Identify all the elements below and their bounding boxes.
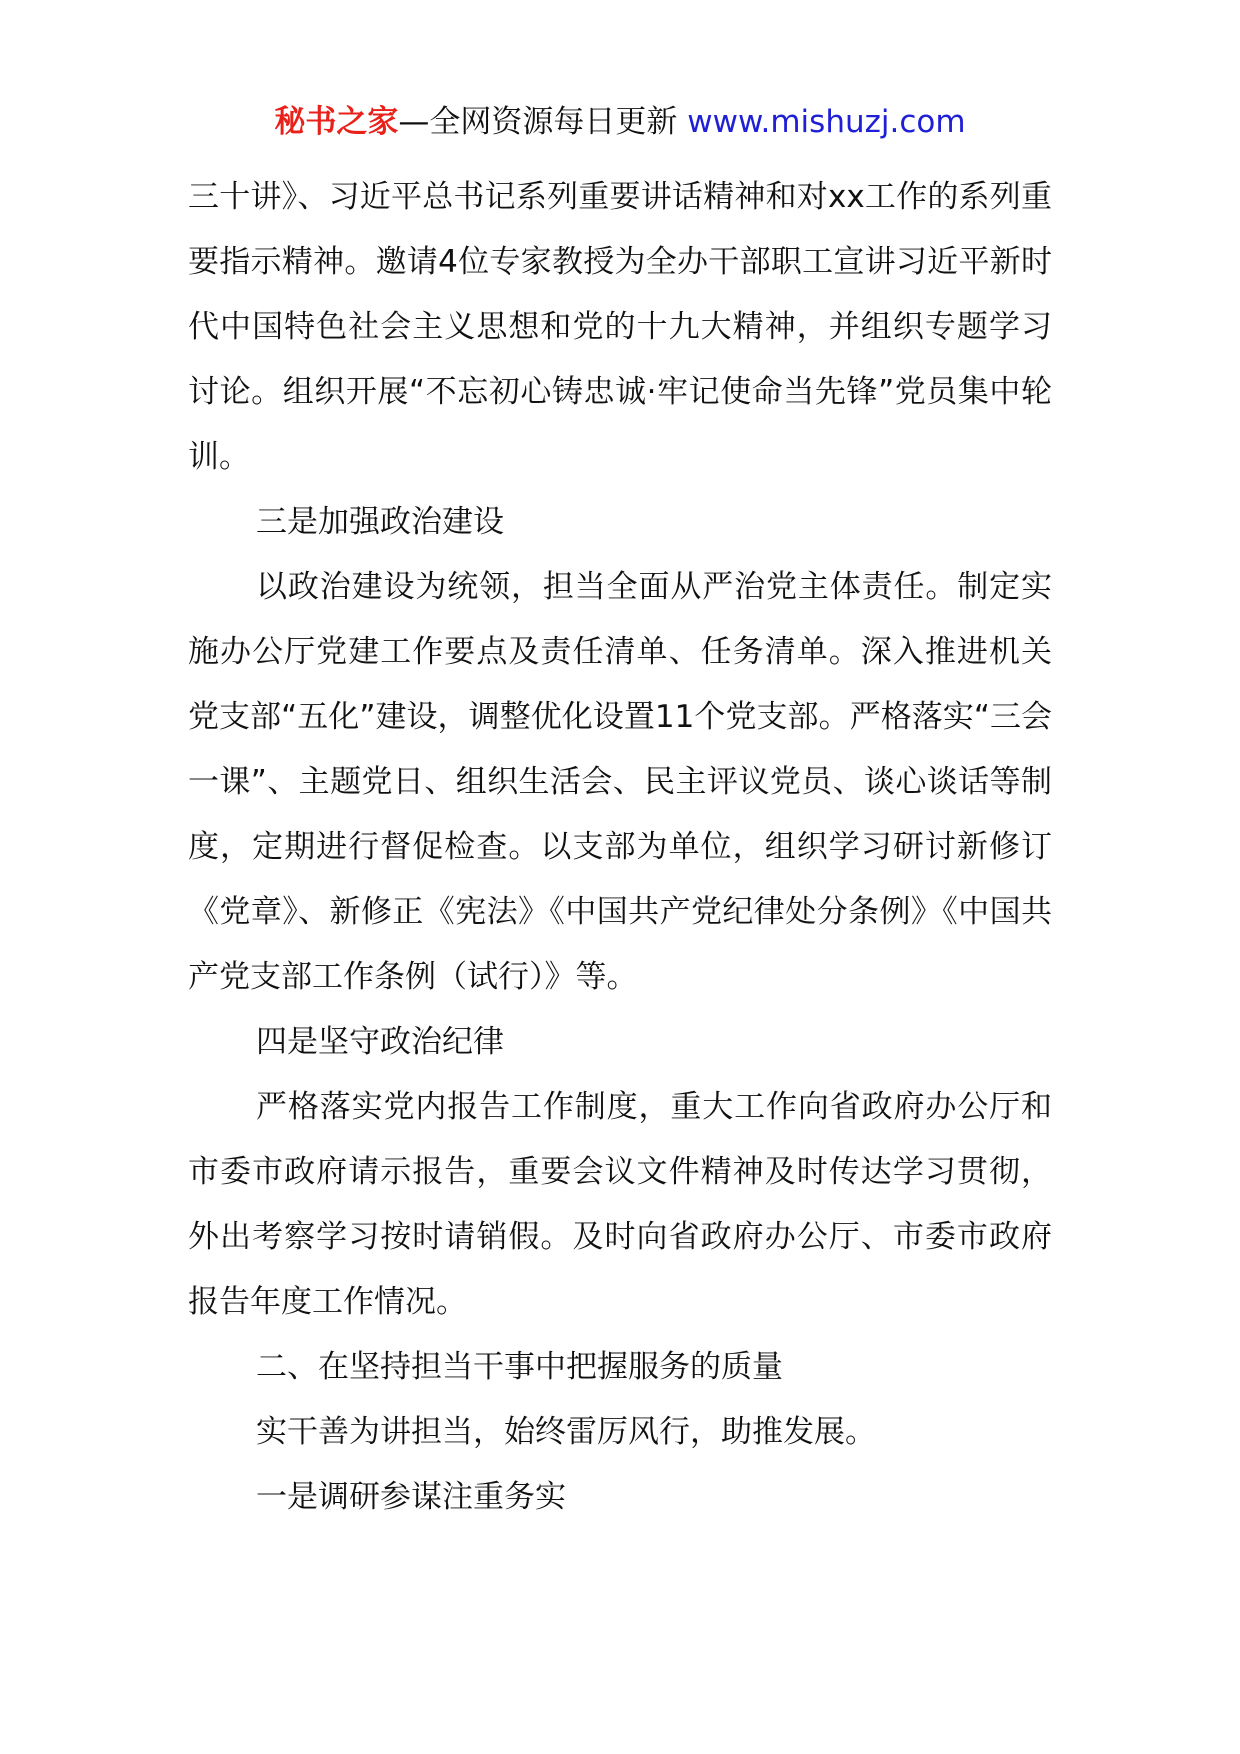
section-heading-political-building: 三是加强政治建设 [256, 504, 504, 540]
section-heading-research: 一是调研参谋注重务实 [256, 1479, 566, 1515]
paragraph-continuation: 三十讲》、习近平总书记系列重要讲话精神和对xx工作的系列重要指示精神。邀请4位专家教授为全办干部职工宣讲习近平新时代中国特色社会主义思想和党的十九大精神，并组织专题学习讨论。组织开展“不忘初心铸忠诚·牢记使命当先锋”党员集中轮训。 [188, 179, 1052, 475]
section-heading-service-quality: 二、在坚持担当干事中把握服务的质量 [256, 1349, 783, 1385]
paragraph-political-discipline: 严格落实党内报告工作制度，重大工作向省政府办公厅和市委市政府请示报告，重要会议文件精神及时传达学习贯彻，外出考察学习按时请销假。及时向省政府办公厅、市委市政府报告年度工作情况。 [188, 1089, 1052, 1320]
site-brand: 秘书之家 [274, 104, 399, 140]
document-body [188, 165, 1052, 1530]
site-header [0, 102, 1240, 142]
site-tagline: —全网资源每日更新 [398, 104, 688, 140]
section-heading-political-discipline: 四是坚守政治纪律 [256, 1024, 504, 1060]
site-url-link[interactable]: www.mishuzj.com [687, 104, 966, 140]
paragraph-political-building: 以政治建设为统领，担当全面从严治党主体责任。制定实施办公厅党建工作要点及责任清单、任务清单。深入推进机关党支部“五化”建设，调整优化设置11个党支部。严格落实“三会一课”、主题党日、组织生活会、民主评议党员、谈心谈话等制度，定期进行督促检查。以支部为单位，组织学习研讨新修订《党章》、新修正《宪法》《中国共产党纪律处分条例》《中国共产党支部工作条例（试行）》等。 [188, 569, 1052, 995]
paragraph-service-quality: 实干善为讲担当，始终雷厉风行，助推发展。 [256, 1414, 876, 1450]
